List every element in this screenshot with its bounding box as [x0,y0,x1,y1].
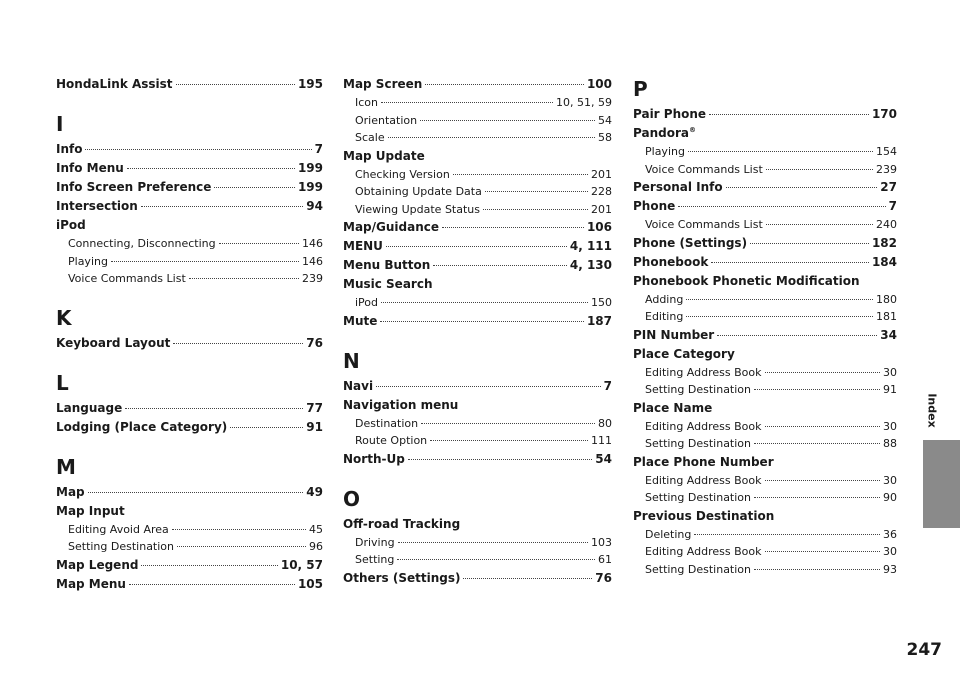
index-heading: Phonebook Phonetic Modification [633,273,860,288]
index-main-row [56,556,323,575]
dot-leader [397,559,595,560]
index-term: Map Menu [56,576,126,591]
index-term: Destination [355,416,419,430]
index-sub-row [633,216,897,234]
index-term: Playing [68,254,108,268]
page-ref: 154 [876,145,897,158]
page-ref: 146 [302,237,323,250]
index-term: Setting Destination [68,540,175,553]
dot-leader [172,529,306,530]
index-sub-row [633,543,897,561]
index-sub-row [633,291,897,309]
page-ref: 93 [883,562,897,576]
dot-leader [177,546,306,547]
index-sub-row [343,551,612,569]
index-term: Route Option [355,434,428,447]
page-ref: 239 [302,272,323,285]
index-main-row [56,75,323,94]
index-sub-row [56,235,323,253]
page-ref: 199 [297,161,323,175]
page-ref: 54 [598,113,612,127]
index-entry [56,556,323,575]
index-heading: Navigation menu [343,397,459,412]
index-sub-row [633,418,897,436]
index-entry [633,124,897,178]
dot-leader [376,386,601,387]
page-ref: 201 [591,202,612,216]
index-term: Editing Address Book [645,419,762,433]
index-entry [343,75,612,147]
index-term: Personal Info [633,180,723,194]
index-main-row [633,234,897,253]
index-entry [343,569,612,588]
dot-leader [381,302,588,303]
index-term: Pair Phone [633,107,707,121]
index-term: Keyboard Layout [56,335,171,350]
index-term: Setting Destination [645,383,752,396]
page-ref: 34 [880,327,897,342]
index-term: Map/Guidance [343,220,439,234]
page-ref: 100 [586,77,612,91]
dot-leader [726,187,878,188]
page-ref: 199 [297,180,323,194]
index-main-row [56,140,323,159]
index-term: Editing Address Book [645,365,762,379]
index-entry [633,234,897,253]
index-term: Info Screen Preference [56,180,212,194]
index-term: Voice Commands List [68,272,186,285]
index-term: Setting [355,553,395,566]
page-ref: 10, 57 [280,557,323,572]
dot-leader [766,224,873,225]
dot-leader [214,187,295,188]
index-column-2 [343,75,612,588]
dot-leader [766,169,873,170]
index-column-3 [633,75,897,578]
index-entry [56,575,323,594]
dot-leader [709,114,869,115]
dot-leader [219,243,299,244]
index-sub-row [343,432,612,450]
index-main-row [633,326,897,345]
dot-leader [717,335,877,336]
dot-leader [421,423,595,424]
index-term: Map [56,484,85,499]
page-ref: 228 [591,185,612,198]
page-ref: 182 [871,235,897,250]
index-term: Connecting, Disconnecting [68,237,216,250]
index-entry [56,197,323,216]
index-sub-row [633,526,897,544]
page-ref: 27 [880,180,897,194]
index-sub-row [343,294,612,312]
index-column-1 [56,75,323,594]
page-ref: 150 [591,296,612,309]
index-entry [56,75,323,94]
index-term: Phonebook [633,254,709,269]
index-term: Intersection [56,199,138,213]
index-entry [633,197,897,234]
index-entry [56,216,323,288]
dot-leader [386,246,567,247]
index-main-row [56,575,323,594]
dot-leader [381,102,553,103]
dot-leader [408,459,592,460]
index-term: Info Menu [56,161,124,175]
index-term: Scale [355,131,385,144]
index-sub-row [56,521,323,539]
index-main-row [56,159,323,178]
page-ref: 106 [586,220,612,234]
index-sub-row [633,435,897,453]
dot-leader [85,149,311,150]
dot-leader [433,265,567,266]
index-sub-row [56,538,323,556]
page-ref: 88 [883,437,897,450]
index-term: Navi [343,378,374,393]
index-heading: iPod [56,218,86,232]
index-entry [633,272,897,326]
index-term: Voice Commands List [645,162,763,176]
index-main-row [56,334,323,353]
index-sub-row [343,166,612,184]
index-term: iPod [355,296,379,309]
dot-leader [442,227,584,228]
dot-leader [750,243,869,244]
page-ref: 170 [871,107,897,121]
page-ref: 96 [309,540,323,553]
index-term: Info [56,142,83,156]
page-ref: 58 [598,131,612,144]
dot-leader [380,321,584,322]
index-term: Setting Destination [645,491,752,504]
index-heading: Map Update [343,148,425,163]
index-term: Mute [343,313,378,328]
index-entry [633,178,897,197]
dot-leader [754,497,880,498]
index-sub-row [343,201,612,219]
page-ref: 91 [306,419,323,434]
index-main-row [343,237,612,256]
index-sub-row [343,94,612,112]
page-ref: 76 [306,335,323,350]
index-main-row [343,256,612,275]
index-heading: Place Name [633,400,713,415]
dot-leader [425,84,584,85]
index-entry [633,399,897,453]
section-letter: M [56,454,76,479]
dot-leader [430,440,588,441]
index-entry [343,312,612,331]
dot-leader [230,427,303,428]
page-ref: 181 [876,310,897,323]
page-ref: 94 [306,199,323,213]
dot-leader [141,206,303,207]
page-ref: 4, 111 [569,239,612,253]
page-ref: 80 [598,416,612,430]
index-sub-row [56,253,323,271]
index-entry [343,377,612,396]
page-ref: 201 [591,167,612,181]
dot-leader [88,492,304,493]
index-entry [56,502,323,556]
dot-leader [453,174,588,175]
index-heading: Place Phone Number [633,454,774,469]
index-term: Phone [633,199,676,213]
registered-mark: ® [688,126,696,134]
index-main-row [633,105,897,124]
section-letter: P [633,77,648,101]
index-term: Editing Avoid Area [68,522,169,536]
index-sub-row [633,161,897,179]
page-ref: 91 [883,383,897,396]
index-term: Driving [355,535,395,549]
index-main-row [633,178,897,197]
index-term: Icon [355,96,378,109]
index-term: Deleting [645,527,692,541]
dot-leader [111,261,299,262]
index-entry [56,418,323,437]
index-main-row [343,75,612,94]
section-letter: N [343,348,360,373]
dot-leader [125,408,303,409]
index-main-row [343,377,612,396]
index-main-row [56,197,323,216]
index-term: Others (Settings) [343,570,461,585]
dot-leader [129,584,295,585]
dot-leader [420,120,595,121]
page-ref: 240 [876,218,897,231]
page-ref: 184 [871,254,897,269]
index-sub-row [343,183,612,201]
dot-leader [398,542,588,543]
index-main-row [343,450,612,469]
page-ref: 49 [306,484,323,499]
index-heading: Off-road Tracking [343,516,461,531]
index-entry [343,515,612,569]
index-term: MENU [343,239,383,253]
index-main-row [56,399,323,418]
dot-leader [711,262,869,263]
dot-leader [754,389,880,390]
page-ref: 180 [876,292,897,306]
page-ref: 10, 51, 59 [556,96,612,109]
dot-leader [765,551,881,552]
index-main-row [633,197,897,216]
index-term: Setting Destination [645,562,752,576]
index-main-row [343,218,612,237]
index-entry [633,105,897,124]
index-term: Phone (Settings) [633,235,748,250]
index-term: Map Legend [56,557,139,572]
index-sub-row [343,534,612,552]
index-term: North-Up [343,451,405,466]
index-term: Checking Version [355,167,450,181]
dot-leader [686,316,873,317]
dot-leader [463,578,592,579]
page-ref: 54 [595,451,612,466]
page-ref: 7 [603,378,612,393]
dot-leader [678,206,885,207]
page-ref: 7 [888,199,897,213]
index-entry [56,399,323,418]
page-ref: 187 [586,313,612,328]
index-sub-row [633,472,897,490]
index-heading: Place Category [633,346,735,361]
dot-leader [754,569,880,570]
page-ref: 195 [297,77,323,91]
index-entry [56,159,323,178]
index-entry [343,237,612,256]
dot-leader [686,299,873,300]
page-ref: 76 [595,570,612,585]
index-entry [343,218,612,237]
index-term: Voice Commands List [645,218,763,231]
page-ref: 7 [314,142,323,156]
section-letter: O [343,486,361,511]
dot-leader [173,343,303,344]
index-sub-row [343,112,612,130]
dot-leader [765,372,881,373]
dot-leader [141,565,277,566]
index-entry [633,453,897,507]
dot-leader [189,278,299,279]
index-sub-row [633,308,897,326]
section-letter: K [56,305,72,330]
index-term: Editing [645,310,684,323]
index-entry [56,483,323,502]
index-term: Orientation [355,113,418,127]
page-ref: 30 [883,473,897,487]
index-main-row [56,483,323,502]
index-term: Editing Address Book [645,545,762,558]
index-entry [633,253,897,272]
index-term: Lodging (Place Category) [56,419,228,434]
index-entry [633,345,897,399]
index-entry [343,450,612,469]
index-sub-row [56,270,323,288]
index-term: Obtaining Update Data [355,185,482,198]
index-heading: Map Input [56,503,125,518]
index-term: Language [56,400,123,415]
index-sub-row [633,143,897,161]
index-main-row [343,312,612,331]
index-sub-row [633,381,897,399]
index-sub-row [633,561,897,579]
index-entry [343,275,612,312]
index-sub-row [633,489,897,507]
index-term: Adding [645,292,684,306]
index-entry [343,256,612,275]
index-entry [56,178,323,197]
index-term: Setting Destination [645,437,752,450]
index-entry [633,326,897,345]
index-term: Editing Address Book [645,473,762,487]
page-ref: 36 [883,527,897,541]
index-main-row [56,418,323,437]
dot-leader [688,151,873,152]
dot-leader [483,209,588,210]
index-term: PIN Number [633,327,715,342]
page-ref: 111 [591,434,612,447]
dot-leader [176,84,295,85]
page-ref: 61 [598,553,612,566]
page-ref: 105 [297,576,323,591]
section-letter: I [56,112,64,136]
index-term: HondaLink Assist [56,77,173,91]
page-ref: 30 [883,545,897,558]
index-term: Menu Button [343,258,431,272]
index-main-row [56,178,323,197]
dot-leader [485,191,588,192]
index-entry [343,147,612,219]
dot-leader [127,168,295,169]
index-sub-row [343,129,612,147]
page-ref: 146 [302,254,323,268]
page-ref: 90 [883,491,897,504]
dot-leader [765,426,881,427]
page-ref: 30 [883,365,897,379]
index-term: Viewing Update Status [355,202,480,216]
index-main-row [343,569,612,588]
index-heading: Pandora® [633,126,696,140]
page-number: 247 [906,640,942,660]
page-ref: 4, 130 [569,258,612,272]
index-heading: Music Search [343,277,433,291]
page-ref: 77 [306,400,323,415]
index-entry [56,334,323,353]
index-side-tab [923,440,960,528]
page-ref: 239 [876,162,897,176]
index-term: Playing [645,145,685,158]
index-entry [56,140,323,159]
index-entry [343,396,612,450]
index-entry [633,507,897,579]
index-sub-row [633,364,897,382]
page-ref: 45 [309,522,323,536]
index-main-row [633,253,897,272]
index-sub-row [343,415,612,433]
dot-leader [388,137,595,138]
dot-leader [694,534,880,535]
index-heading: Previous Destination [633,508,775,523]
section-letter: L [56,370,69,395]
page-ref: 30 [883,419,897,433]
page-ref: 103 [591,535,612,549]
dot-leader [754,443,880,444]
index-side-tab-label: Index [925,392,939,428]
dot-leader [765,480,881,481]
index-term: Map Screen [343,77,423,91]
